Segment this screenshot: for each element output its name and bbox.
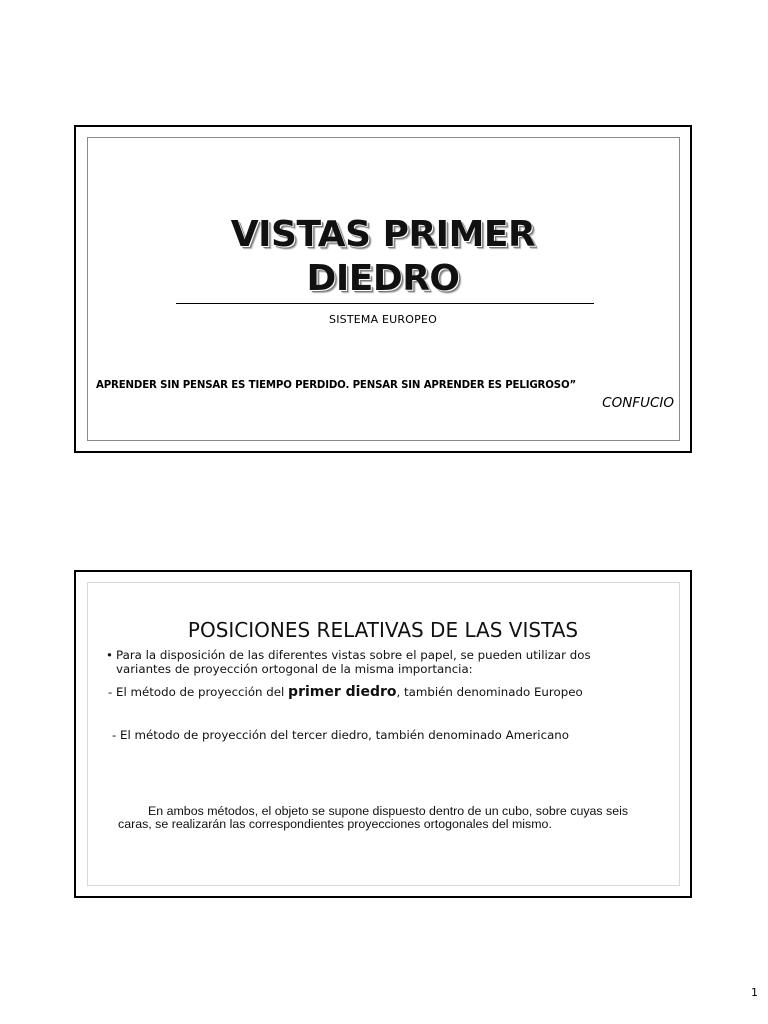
bullet-symbol: • [106, 648, 113, 662]
slide-1-subtitle: SISTEMA EUROPEO [329, 313, 437, 326]
slide-1 [74, 125, 692, 453]
method1-prefix: - El método de proyección del [108, 685, 289, 699]
method-third-dihedral: - El método de proyección del tercer diedro, también denominado Americano [112, 728, 569, 742]
slide-2-title: POSICIONES RELATIVAS DE LAS VISTAS [187, 618, 579, 642]
slide-1-title [76, 213, 690, 301]
title-line-2: DIEDRO [306, 258, 460, 299]
method1-emphasis: primer diedro [288, 684, 397, 700]
bullet-text: Para la disposición de las diferentes vistas sobre el papel, se pueden utilizar dos variantes de proyección ortogonal de la misma importancia: [116, 648, 591, 676]
quote-text: APRENDER SIN PENSAR ES TIEMPO PERDIDO. PENSAR SIN APRENDER ES PELIGROSO” [96, 380, 576, 391]
cube-paragraph: En ambos métodos, el objeto se supone dispuesto dentro de un cubo, sobre cuyas seis caras, se realizarán las correspondientes proyecciones ortogonales del mismo. [118, 804, 629, 831]
title-underline [176, 303, 594, 304]
quote-author: CONFUCIO [602, 395, 674, 411]
slide-2 [74, 570, 692, 898]
page-number: 1 [751, 986, 758, 999]
method1-suffix: , también denominado Europeo [396, 685, 583, 699]
bullet-item [106, 648, 626, 676]
method-first-dihedral [108, 685, 583, 699]
title-line-1: VISTAS PRIMER [230, 214, 536, 255]
